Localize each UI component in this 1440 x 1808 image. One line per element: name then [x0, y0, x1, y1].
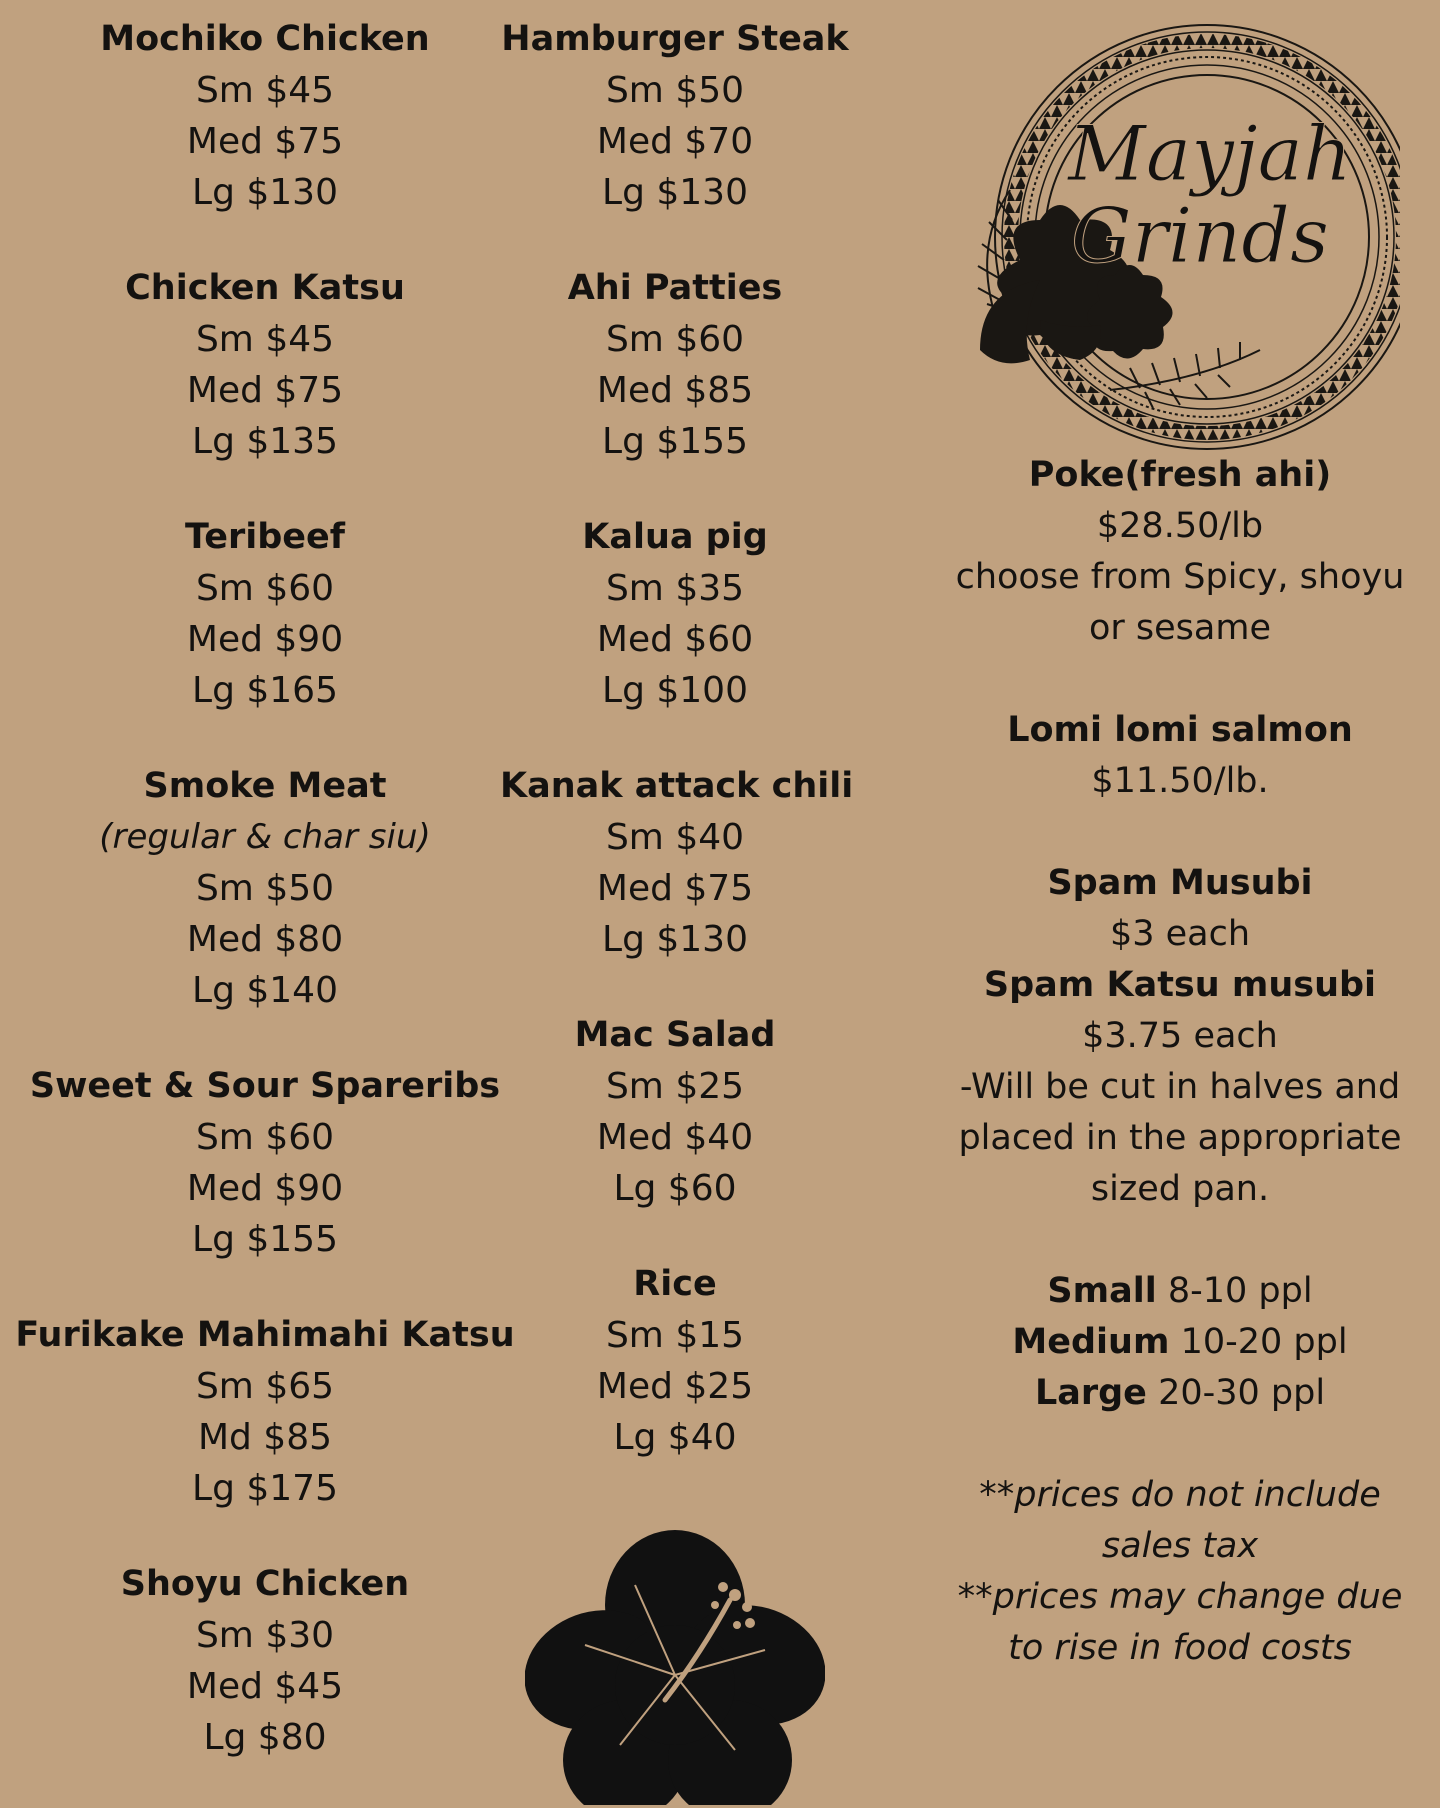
disclaimer-text: **prices may change due	[957, 1577, 1403, 1617]
menu-item-price: Sm $50	[605, 70, 745, 111]
menu-item-price: Med $75	[186, 121, 344, 162]
menu-item	[500, 14, 850, 218]
menu-item-price: Med $70	[596, 121, 754, 162]
menu-item-name: Smoke Meat	[143, 766, 387, 806]
mayjah-grinds-logo	[960, 0, 1400, 450]
size-value: 20-30 ppl	[1158, 1373, 1326, 1413]
menu-item-price: Sm $25	[605, 1066, 745, 1107]
menu-item-name: Ahi Patties	[567, 268, 783, 308]
menu-item-price: Sm $45	[195, 319, 335, 360]
lomi-name: Lomi lomi salmon	[1007, 710, 1353, 750]
lomi-section	[930, 705, 1430, 807]
size-value: 10-20 ppl	[1180, 1322, 1348, 1362]
menu-item	[0, 263, 530, 467]
menu-item-price: Lg $175	[192, 1468, 338, 1509]
size-guide-row	[930, 1317, 1430, 1368]
menu-item-price: Med $25	[596, 1366, 754, 1407]
menu-item	[500, 1010, 850, 1214]
menu-item-name: Kanak attack chili	[500, 766, 854, 806]
size-guide-row	[930, 1368, 1430, 1419]
menu-item-price: Lg $155	[192, 1219, 338, 1260]
menu-item-name: Mac Salad	[574, 1015, 776, 1055]
menu-item-price: Med $45	[186, 1666, 344, 1707]
menu-column-left	[0, 14, 530, 1808]
spam-katsu-musubi-name: Spam Katsu musubi	[983, 965, 1377, 1005]
menu-item-price: Sm $30	[195, 1615, 335, 1656]
logo-text-line1: Mayjah	[1068, 109, 1352, 198]
menu-item-price: Lg $155	[602, 421, 748, 462]
musubi-note: -Will be cut in halves and	[959, 1067, 1401, 1107]
poke-description: choose from Spicy, shoyu	[955, 557, 1405, 597]
menu-item-price: Med $40	[596, 1117, 754, 1158]
menu-item-price: Lg $135	[192, 421, 338, 462]
hibiscus-flower-icon	[525, 1525, 825, 1805]
menu-item-price: Lg $80	[203, 1717, 327, 1758]
spam-katsu-musubi-price: $3.75 each	[1082, 1016, 1278, 1056]
menu-item	[500, 263, 850, 467]
disclaimer-block	[930, 1470, 1430, 1674]
menu-item	[0, 1061, 530, 1265]
menu-item-price: Lg $60	[613, 1168, 737, 1209]
menu-item-price: Lg $130	[192, 172, 338, 213]
disclaimer-text: sales tax	[1101, 1526, 1259, 1566]
menu-item-name: Rice	[633, 1264, 717, 1304]
menu-item-name: Teribeef	[185, 517, 345, 557]
spam-musubi-price: $3 each	[1109, 914, 1251, 954]
size-label: Large	[1034, 1373, 1147, 1413]
poke-price: $28.50/lb	[1096, 506, 1264, 546]
menu-item	[0, 14, 530, 218]
size-guide	[930, 1266, 1430, 1419]
menu-item-price: Lg $130	[602, 919, 748, 960]
menu-item-name: Chicken Katsu	[125, 268, 405, 308]
menu-item-name: Hamburger Steak	[501, 19, 849, 59]
menu-item-price: Med $85	[596, 370, 754, 411]
size-guide-row	[930, 1266, 1430, 1317]
lomi-price: $11.50/lb.	[1091, 761, 1269, 801]
menu-item-name: Furikake Mahimahi Katsu	[15, 1315, 515, 1355]
menu-item-name: Sweet & Sour Spareribs	[29, 1066, 501, 1106]
menu-item-price: Med $60	[596, 619, 754, 660]
menu-item-price: Sm $40	[605, 817, 745, 858]
poke-section	[930, 450, 1430, 654]
size-value: 8-10 ppl	[1167, 1271, 1313, 1311]
menu-item-price: Sm $65	[195, 1366, 335, 1407]
menu-column-right	[930, 0, 1430, 1674]
menu-item	[0, 761, 530, 1016]
poke-description: or sesame	[1088, 608, 1271, 648]
menu-item-price: Med $90	[186, 1168, 344, 1209]
menu-item-price: Sm $60	[605, 319, 745, 360]
menu-item-price: Sm $60	[195, 568, 335, 609]
menu-item-price: Lg $165	[192, 670, 338, 711]
menu-item	[0, 512, 530, 716]
menu-item-name: Kalua pig	[582, 517, 768, 557]
size-label: Small	[1047, 1271, 1157, 1311]
size-label: Medium	[1012, 1322, 1170, 1362]
menu-item-price: Lg $140	[192, 970, 338, 1011]
menu-item-price: Lg $130	[602, 172, 748, 213]
disclaimer-text: **prices do not include	[979, 1475, 1381, 1515]
menu-item-price: Sm $50	[195, 868, 335, 909]
menu-item-price: Med $80	[186, 919, 344, 960]
musubi-note: placed in the appropriate	[958, 1118, 1402, 1158]
menu-item-name: Shoyu Chicken	[120, 1564, 410, 1604]
menu-item	[0, 1310, 530, 1514]
menu-column-middle	[500, 14, 854, 1508]
menu-item-price: Lg $100	[602, 670, 748, 711]
menu-item-price: Med $75	[186, 370, 344, 411]
menu-item-name: Mochiko Chicken	[100, 19, 430, 59]
menu-item-price: Sm $45	[195, 70, 335, 111]
menu-item-price: Md $85	[197, 1417, 333, 1458]
menu-item	[500, 512, 850, 716]
menu-item-price: Sm $15	[605, 1315, 745, 1356]
menu-item-price: Sm $60	[195, 1117, 335, 1158]
poke-name: Poke(fresh ahi)	[1028, 455, 1332, 495]
musubi-section	[930, 858, 1430, 1215]
spam-musubi-name: Spam Musubi	[1047, 863, 1313, 903]
menu-item-price: Med $75	[596, 868, 754, 909]
musubi-note: sized pan.	[1090, 1169, 1270, 1209]
menu-item	[500, 1259, 850, 1463]
menu-item-note: (regular & char siu)	[99, 817, 431, 857]
menu-item	[0, 1559, 530, 1763]
menu-item	[500, 761, 854, 965]
menu-item-price: Sm $35	[605, 568, 745, 609]
menu-item-price: Med $90	[186, 619, 344, 660]
logo-text-line2: Grinds	[1071, 191, 1329, 280]
menu-item-price: Lg $40	[613, 1417, 737, 1458]
disclaimer-text: to rise in food costs	[1008, 1628, 1352, 1668]
